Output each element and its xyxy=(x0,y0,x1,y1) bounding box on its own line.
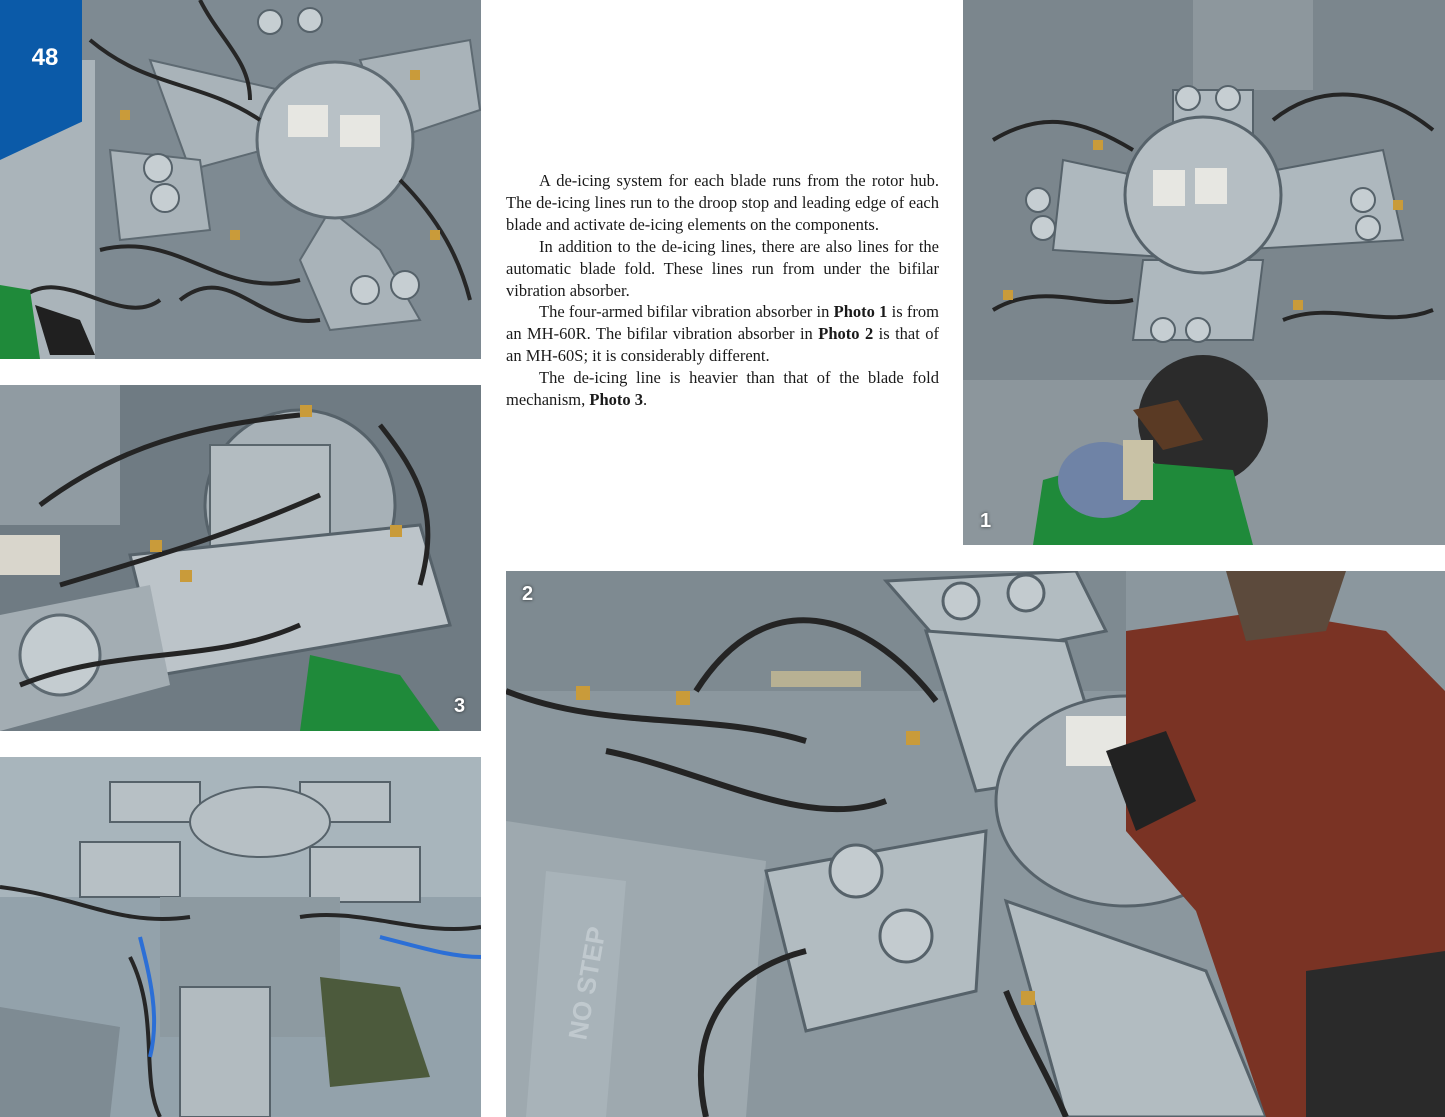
deck-marking-no-step: NO STEP xyxy=(562,924,612,1043)
text-run: The four-armed bifilar vibration absorber in xyxy=(539,302,834,322)
paragraph-bifilar-absorber xyxy=(506,301,939,367)
text-run: is from an MH-60R. The bifilar vibration absorber in xyxy=(506,302,939,344)
photo-reference: Photo 2 xyxy=(818,324,874,344)
photo-label-2: 2 xyxy=(522,583,534,605)
text-run: . xyxy=(643,390,648,410)
paragraph-de-icing-line-heavier xyxy=(506,367,939,411)
page-number: 48 xyxy=(31,44,59,71)
photo-1-mh-60r-bifilar xyxy=(963,0,1445,545)
photo-rotor-hub-over-sea xyxy=(0,757,481,1117)
text-run: The de-icing line is heavier than that of the blade fold mechanism, xyxy=(506,368,939,410)
paragraph-blade-fold-lines xyxy=(506,236,939,302)
body-text xyxy=(506,170,939,411)
text-run: In addition to the de-icing lines, there are also lines for the automatic blade fold. These lines run from under the bifilar vibration absorber. xyxy=(506,236,939,300)
photo-2-mh-60s-bifilar xyxy=(506,571,1445,1117)
photo-label-1: 1 xyxy=(980,510,992,532)
photo-reference: Photo 1 xyxy=(833,302,888,322)
photo-3-de-icing-line xyxy=(0,385,481,731)
text-run: A de-icing system for each blade runs from the rotor hub. The de-icing lines run to the droop stop and leading edge of each blade and activate de-icing elements on the components. xyxy=(506,171,939,234)
photo-label-3: 3 xyxy=(454,695,466,717)
paragraph-de-icing-system xyxy=(506,170,939,236)
photo-reference: Photo 3 xyxy=(589,390,644,410)
text-run: is that of an MH-60S; it is considerably different. xyxy=(506,324,940,366)
